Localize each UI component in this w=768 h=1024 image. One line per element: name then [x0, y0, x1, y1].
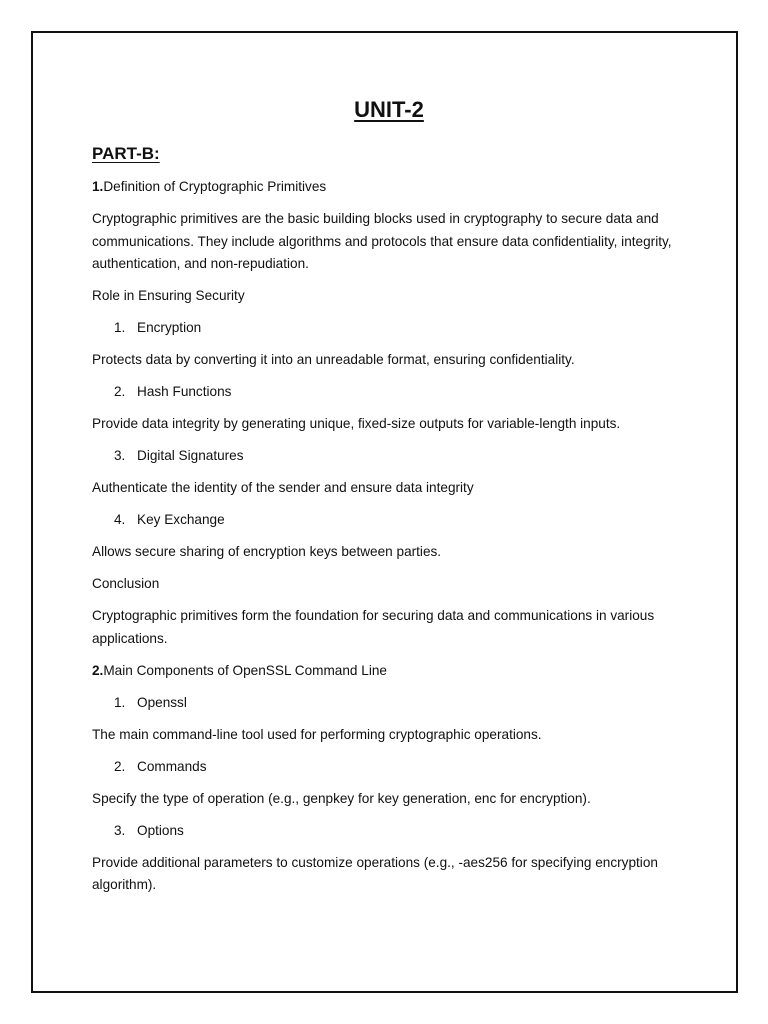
list-marker: 4.	[114, 512, 126, 527]
list-item-label: Encryption	[137, 320, 202, 335]
list-marker: 1.	[114, 694, 126, 710]
page-border	[31, 31, 738, 993]
question-1-title: Definition of Cryptographic Primitives	[103, 179, 327, 194]
list-marker: 3.	[114, 822, 126, 838]
list-item-label: Key Exchange	[137, 512, 225, 527]
list-item-label: Digital Signatures	[137, 448, 244, 463]
q2-list-item	[92, 820, 692, 843]
list-item-label: Openssl	[137, 694, 187, 710]
list-marker: 2.	[114, 384, 126, 399]
q1-list-item	[92, 445, 692, 468]
question-1-number: 1.	[92, 179, 104, 194]
q2-list-item	[92, 692, 692, 715]
list-marker: 1.	[114, 320, 126, 335]
q1-item-description: Provide data integrity by generating unique, fixed-size outputs for variable-length inputs.	[92, 416, 621, 431]
part-heading: PART-B:	[92, 144, 160, 163]
document-title: UNIT-2	[354, 97, 424, 122]
list-marker: 3.	[114, 448, 126, 463]
q1-conclusion-heading: Conclusion	[92, 576, 160, 591]
question-1-heading	[92, 176, 692, 199]
q1-conclusion: Cryptographic primitives form the foundation for securing data and communications in various applications.	[92, 608, 655, 646]
list-item-label: Options	[137, 822, 184, 838]
document-body	[92, 95, 692, 906]
q1-role-heading: Role in Ensuring Security	[92, 288, 245, 303]
q1-definition: Cryptographic primitives are the basic building blocks used in cryptography to secure data and communications. They include algorithms and protocols that ensure data confidentiality, integrity, authentication, and non-repudiation.	[92, 211, 672, 271]
q2-list-item	[92, 756, 692, 779]
question-2-title: Main Components of OpenSSL Command Line	[103, 662, 387, 678]
list-item-label: Hash Functions	[137, 384, 232, 399]
q2-item-description: The main command-line tool used for performing cryptographic operations.	[92, 726, 542, 742]
list-item-label: Commands	[137, 758, 207, 774]
q2-item-description: Provide additional parameters to customize operations (e.g., -aes256 for specifying encryption algorithm).	[92, 854, 658, 892]
q2-item-description: Specify the type of operation (e.g., genpkey for key generation, enc for encryption).	[92, 790, 591, 806]
q1-list-item	[92, 381, 692, 404]
q1-list-item	[92, 317, 692, 340]
list-marker: 2.	[114, 758, 126, 774]
q1-item-description: Authenticate the identity of the sender and ensure data integrity	[92, 480, 474, 495]
question-2-number: 2.	[92, 662, 104, 678]
question-2-heading	[92, 660, 692, 683]
q1-list-item	[92, 509, 692, 532]
q1-item-description: Protects data by converting it into an unreadable format, ensuring confidentiality.	[92, 352, 575, 367]
q1-item-description: Allows secure sharing of encryption keys between parties.	[92, 544, 442, 559]
